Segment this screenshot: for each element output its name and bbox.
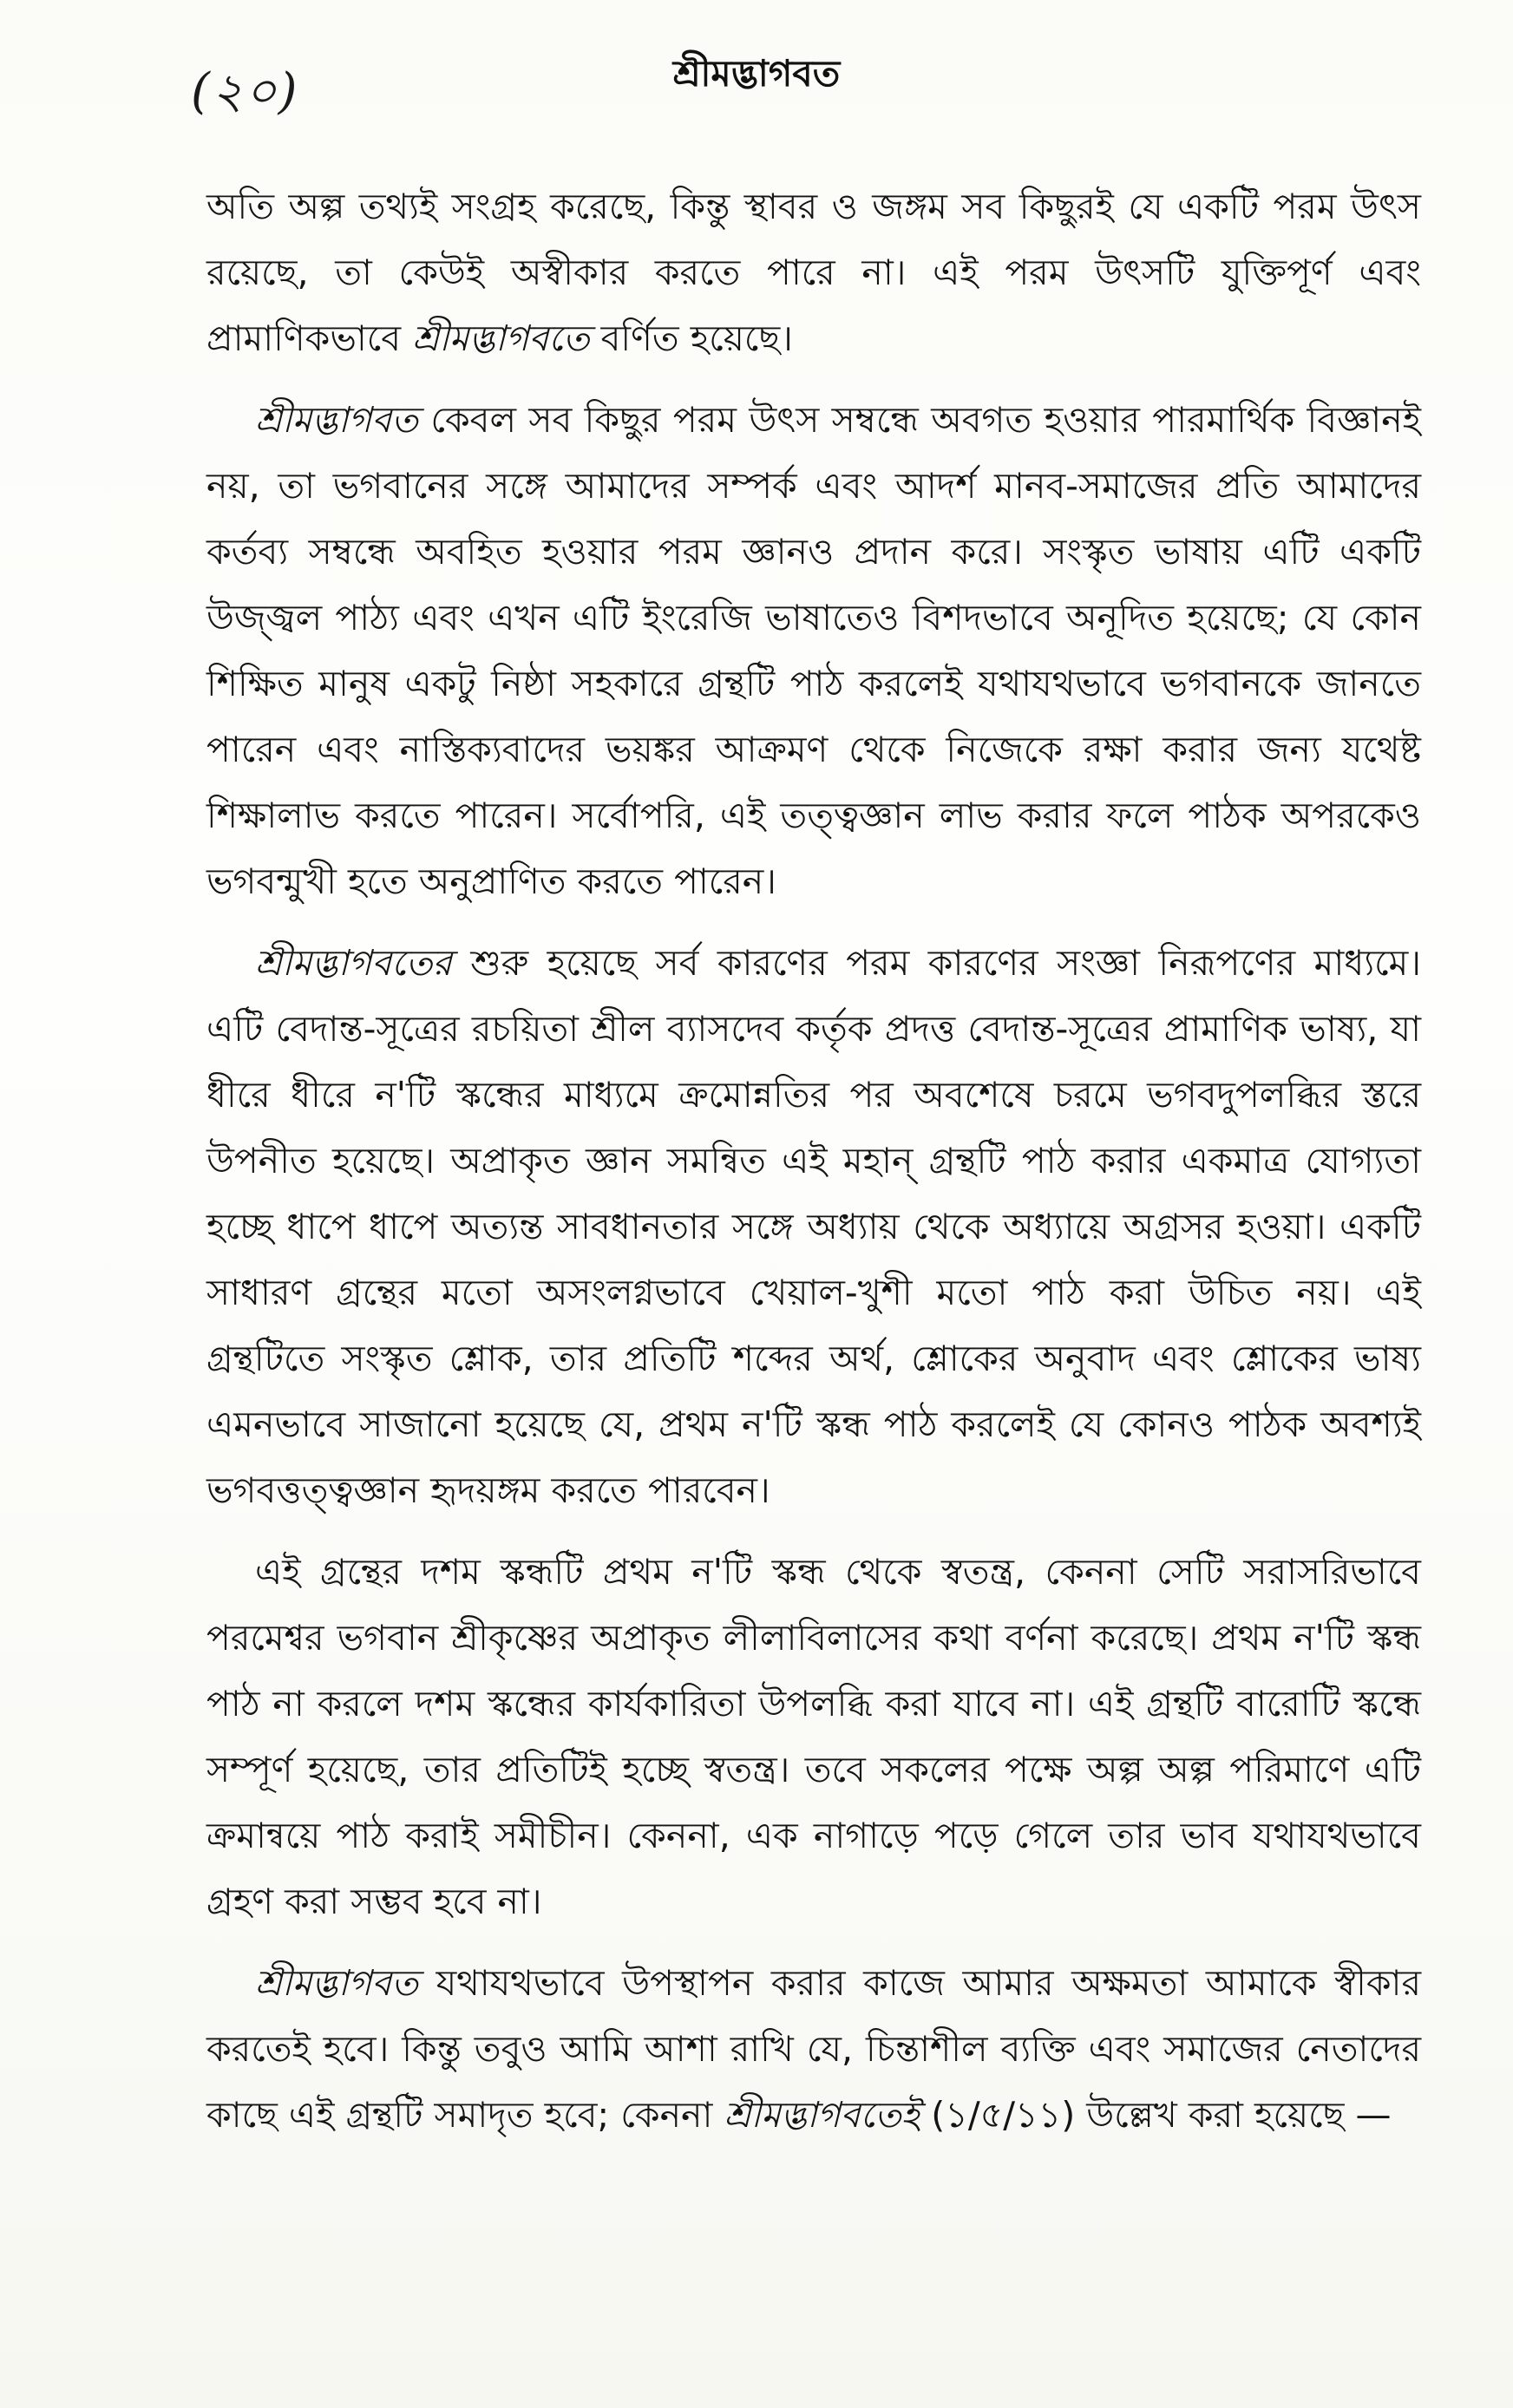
text-span: শুরু হয়েছে সর্ব কারণের পরম কারণের সংজ্ঞা নিরূপণের মাধ্যমে। এটি বেদান্ত-সূত্রের রচয়িতা শ্রীল ব্যাসদেব কর্তৃক প্রদত্ত বেদান্ত-সূত্রের প্রামাণিক ভাষ্য, যা ধীরে ধীরে ন'টি স্কন্ধের মাধ্যমে ক্রমোন্নতির পর অবশেষে চরমে ভগবদুপলব্ধির স্তরে উপনীত হয়েছে। অপ্রাকৃত জ্ঞান সমন্বিত এই মহান্ গ্রন্থটি পাঠ করার একমাত্র যোগ্যতা হচ্ছে ধাপে ধাপে অত্যন্ত সাবধানতার সঙ্গে অধ্যায় থেকে অধ্যায়ে অগ্রসর হওয়া। একটি সাধারণ গ্রন্থের মতো অসংলগ্নভাবে খেয়াল-খুশী মতো পাঠ করা উচিত নয়। এই গ্রন্থটিতে সংস্কৃত শ্লোক, তার প্রতিটি শব্দের অর্থ, শ্লোকের অনুবাদ এবং শ্লোকের ভাষ্য এমনভাবে সাজানো হয়েছে যে, প্রথম ন'টি স্কন্ধ পাঠ করলেই যে কোনও পাঠক অবশ্যই ভগবত্তত্ত্বজ্ঞান হৃদয়ঙ্গম করতে পারবেন। (206, 942, 1421, 1511)
italic-title: শ্রীমদ্ভাগবত (255, 399, 418, 441)
body-text (206, 173, 1421, 2148)
paragraph (206, 173, 1421, 371)
italic-title: শ্রীমদ্ভাগবতে (412, 317, 590, 359)
text-span: অতি অল্প তথ্যই সংগ্রহ করেছে, কিন্তু স্থাবর ও জঙ্গম সব কিছুরই যে একটি পরম উৎস রয়েছে, তা কেউই অস্বীকার করতে পারে না। এই পরম উৎসটি যুক্তিপূর্ণ এবং প্রামাণিকভাবে (206, 186, 1421, 359)
paragraph (206, 930, 1421, 1523)
italic-title: শ্রীমদ্ভাগবতের (255, 942, 452, 984)
text-span: (১/৫/১১) উল্লেখ করা হয়েছে — (920, 2094, 1392, 2136)
paragraph (206, 1950, 1421, 2148)
text-span: এই গ্রন্থের দশম স্কন্ধটি প্রথম ন'টি স্কন্ধ থেকে স্বতন্ত্র, কেননা সেটি সরাসরিভাবে পরমেশ্বর ভগবান শ্রীকৃষ্ণের অপ্রাকৃত লীলাবিলাসের কথা বর্ণনা করেছে। প্রথম ন'টি স্কন্ধ পাঠ না করলে দশম স্কন্ধের কার্যকারিতা উপলব্ধি করা যাবে না। এই গ্রন্থটি বারোটি স্কন্ধে সম্পূর্ণ হয়েছে, তার প্রতিটিই হচ্ছে স্বতন্ত্র। তবে সকলের পক্ষে অল্প অল্প পরিমাণে এটি ক্রমান্বয়ে পাঠ করাই সমীচীন। কেননা, এক নাগাড়ে পড়ে গেলে তার ভাব যথাযথভাবে গ্রহণ করা সম্ভব হবে না। (206, 1551, 1421, 1922)
paragraph (206, 1539, 1421, 1934)
text-span: কেবল সব কিছুর পরম উৎস সম্বন্ধে অবগত হওয়ার পারমার্থিক বিজ্ঞানই নয়, তা ভগবানের সঙ্গে আমাদের সম্পর্ক এবং আদর্শ মানব-সমাজের প্রতি আমাদের কর্তব্য সম্বন্ধে অবহিত হওয়ার পরম জ্ঞানও প্রদান করে। সংস্কৃত ভাষায় এটি একটি উজ্জ্বল পাঠ্য এবং এখন এটি ইংরেজি ভাষাতেও বিশদভাবে অনূদিত হয়েছে; যে কোন শিক্ষিত মানুষ একটু নিষ্ঠা সহকারে গ্রন্থটি পাঠ করলেই যথাযথভাবে ভগবানকে জানতে পারেন এবং নাস্তিক্যবাদের ভয়ঙ্কর আক্রমণ থেকে নিজেকে রক্ষা করার জন্য যথেষ্ট শিক্ষালাভ করতে পারেন। সর্বোপরি, এই তত্ত্বজ্ঞান লাভ করার ফলে পাঠক অপরকেও ভগবন্মুখী হতে অনুপ্রাণিত করতে পারেন। (206, 399, 1421, 902)
running-title: শ্রীমদ্ভাগবত (672, 52, 841, 95)
text-span: বর্ণিত হয়েছে। (589, 317, 793, 359)
paragraph (206, 387, 1421, 914)
page-number: (২০) (191, 63, 299, 120)
italic-title: শ্রীমদ্ভাগবতেই (724, 2094, 920, 2136)
text-span: যথাযথভাবে উপস্থাপন করার কাজে আমার অক্ষমতা আমাকে স্বীকার করতেই হবে। কিন্তু তবুও আমি আশা রাখি যে, চিন্তাশীল ব্যক্তি এবং সমাজের নেতাদের কাছে এই গ্রন্থটি সমাদৃত হবে; কেননা (206, 1962, 1421, 2136)
italic-title: শ্রীমদ্ভাগবত (255, 1962, 418, 2004)
